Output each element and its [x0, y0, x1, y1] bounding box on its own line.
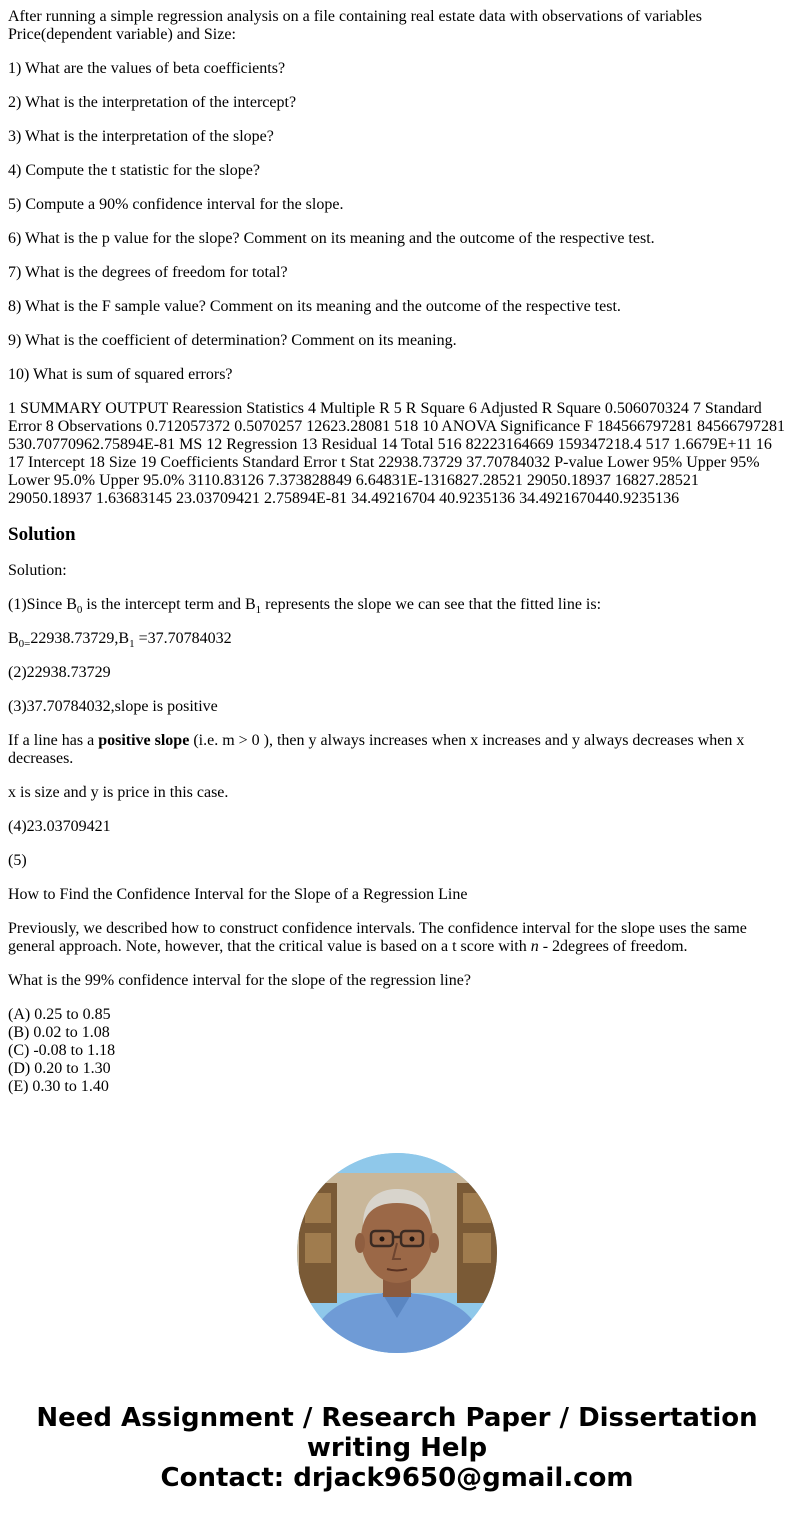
question-item: 3) What is the interpretation of the slope? [8, 128, 274, 145]
answer-options [8, 1006, 786, 1096]
solution-label: Solution: [8, 562, 67, 579]
question-item: 1) What are the values of beta coefficients? [8, 60, 286, 77]
solution-paragraph: (1)Since $B_0$ is the intercept term and $B_1$ represents the slope we can see that the fitted line is: [8, 596, 602, 617]
question-item: 8) What is the F sample value? Comment on its meaning and the outcome of the respective test. [8, 298, 621, 315]
question-item: 6) What is the p value for the slope? Comment on its meaning and the outcome of the respective test. [8, 230, 655, 247]
document-body [8, 8, 786, 1112]
question-item: 9) What is the coefficient of determination? Comment on its meaning. [8, 332, 457, 349]
answer-option: (B) 0.02 to 1.08 [8, 1024, 110, 1041]
author-avatar [297, 1153, 497, 1353]
question-item: 2) What is the interpretation of the intercept? [8, 94, 297, 111]
promo-line: writing Help [306, 1433, 488, 1463]
question-item: 5) Compute a 90% confidence interval for the slope. [8, 196, 344, 213]
solution-paragraph: (4)23.03709421 [8, 818, 111, 835]
summary-output-text: 1 SUMMARY OUTPUT Rearession Statistics 4 Multiple R 5 R Square 6 Adjusted R Square 0.506070324 7 Standard Error 8 Observations 0.712057372 0.5070257 12623.28081 518 10 ANOVA Significance F 184566797281 84566797281 530.70770962.75894E-81 MS 12 Regression 13 Residual 14 Total 516 82223164669 159347218.4 517 1.6679E+11 16 17 Intercept 18 Size 19 Coefficients Standard Error t Stat 22938.73729 37.70784032 P-value Lower 95% Upper 95% Lower 95.0% Upper 95.0% 3110.83126 7.373828849 6.64831E-1316827.28521 29050.18937 16827.28521 29050.18937 1.63683145 23.03709421 2.75894E-81 34.49216704 40.9235136 34.4921670440.9235136 [8, 400, 785, 507]
question-item: 7) What is the degrees of freedom for total? [8, 264, 288, 281]
solution-paragraph: (3)37.70784032,slope is positive [8, 698, 218, 715]
promo-line: Need Assignment / Research Paper / Dissertation [36, 1403, 758, 1433]
answer-option: (D) 0.20 to 1.30 [8, 1060, 111, 1077]
solution-paragraph: (2)22938.73729 [8, 664, 111, 681]
solution-heading: Solution [8, 524, 76, 545]
solution-paragraph: (5) [8, 852, 27, 869]
author-portrait-image [297, 1153, 497, 1353]
answer-option: (E) 0.30 to 1.40 [8, 1078, 109, 1095]
solution-paragraph: What is the 99% confidence interval for the slope of the regression line? [8, 972, 471, 989]
solution-paragraph: How to Find the Confidence Interval for the Slope of a Regression Line [8, 886, 468, 903]
solution-paragraph: x is size and y is price in this case. [8, 784, 229, 801]
solution-paragraph: $B_{0=}22938.73729,B_1 =37.70784032$ [8, 630, 232, 651]
question-intro: After running a simple regression analysis on a file containing real estate data with observations of variables Price(dependent variable) and Size: [8, 8, 703, 43]
solution-paragraph: Previously, we described how to construct confidence intervals. The confidence interval for the slope uses the same general approach. Note, however, that the critical value is based on a t score with n - 2degrees of freedom. [8, 920, 747, 955]
question-item: 4) Compute the t statistic for the slope? [8, 162, 260, 179]
answer-option: (A) 0.25 to 0.85 [8, 1006, 111, 1023]
contact-email: Contact: drjack9650@gmail.com [160, 1463, 634, 1493]
solution-paragraph: If a line has a positive slope (i.e. m > 0 ), then y always increases when x increases and y always decreases when x decreases. [8, 732, 745, 767]
answer-option: (C) -0.08 to 1.18 [8, 1042, 116, 1059]
promo-footer [0, 1403, 794, 1493]
question-item: 10) What is sum of squared errors? [8, 366, 233, 383]
